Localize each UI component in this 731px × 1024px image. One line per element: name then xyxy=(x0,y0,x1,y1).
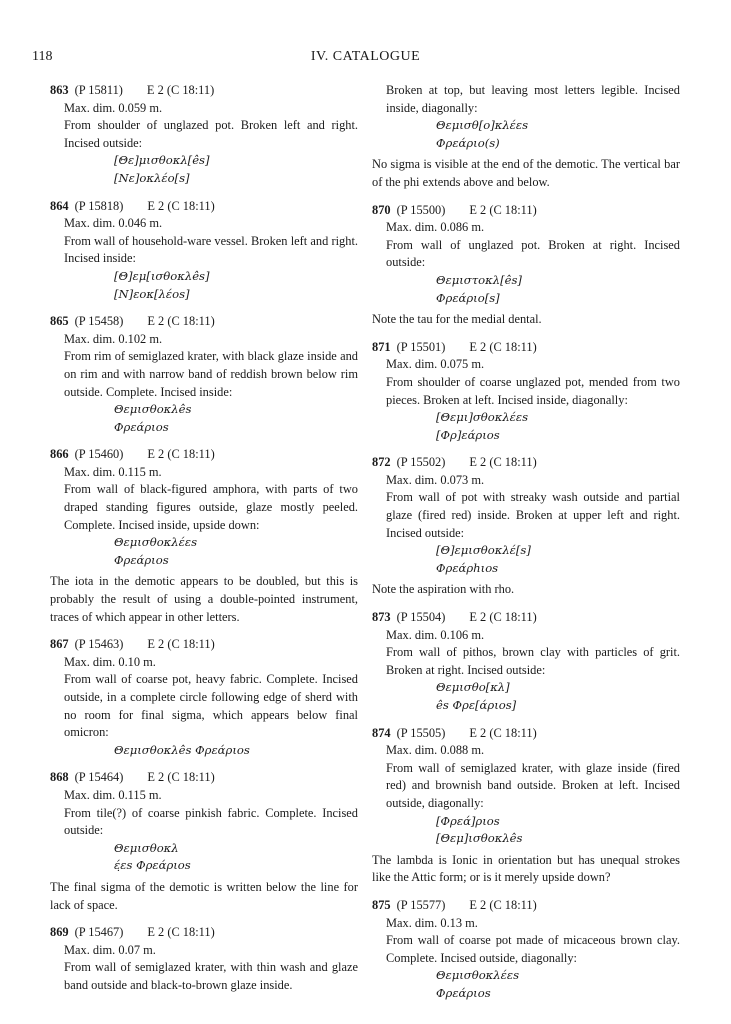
catalogue-entry xyxy=(372,897,680,1003)
greek-inscription-line: ês Φρε[άριοs] xyxy=(436,698,517,712)
entry-number: 869 xyxy=(50,925,69,940)
max-dimension: Max. dim. 0.13 m. xyxy=(386,915,478,930)
entry-number: 871 xyxy=(372,339,391,354)
inventory-number: (P 15818) xyxy=(74,198,124,213)
max-dimension: Max. dim. 0.106 m. xyxy=(386,627,485,642)
deposit-context: E 2 (C 18:11) xyxy=(469,202,537,217)
entry-number: 866 xyxy=(50,447,69,462)
page-number: 118 xyxy=(32,49,53,64)
right-column xyxy=(372,82,680,1013)
entry-note: No sigma is visible at the end of the demotic. The vertical bar of the phi extends above and below. xyxy=(372,157,680,189)
deposit-context: E 2 (C 18:11) xyxy=(147,447,215,462)
catalogue-entry xyxy=(50,924,358,994)
inventory-number: (P 15501) xyxy=(396,339,446,354)
entry-heading xyxy=(50,924,358,942)
greek-line: Φρεάριο(s) xyxy=(436,135,500,150)
greek-inscription-line: Φρεάριοs xyxy=(436,985,491,1000)
max-dimension: Max. dim. 0.102 m. xyxy=(64,331,163,346)
entry-heading xyxy=(372,339,680,357)
entry-heading xyxy=(50,82,358,100)
entry-heading xyxy=(372,609,680,627)
greek-inscription-line: Θεμισθο[κλ] xyxy=(436,680,510,695)
greek-inscription-line: Θεμισθοκλ xyxy=(114,840,179,855)
deposit-context: E 2 (C 18:11) xyxy=(147,637,215,652)
entry-heading xyxy=(50,313,358,331)
greek-inscription-line: Θεμισθοκλέεs xyxy=(114,535,198,550)
entry-description: From wall of unglazed pot. Broken at right. Incised outside: xyxy=(386,237,680,270)
right-entries xyxy=(372,202,680,1003)
greek-inscription-line: [Φρ]εάριοs xyxy=(436,427,500,442)
max-dimension: Max. dim. 0.073 m. xyxy=(386,472,485,487)
greek-inscription-line: Φρεάριοs xyxy=(114,419,169,434)
entry-number: 863 xyxy=(50,83,69,97)
entry-note: The final sigma of the demotic is written below the line for lack of space. xyxy=(50,879,358,912)
max-dimension: Max. dim. 0.086 m. xyxy=(386,220,485,235)
inventory-number: (P 15577) xyxy=(396,897,446,912)
max-dimension: Max. dim. 0.059 m. xyxy=(64,100,163,115)
max-dimension: Max. dim. 0.115 m. xyxy=(64,787,162,802)
greek-inscription-line: έ̣εs Φρεάριοs xyxy=(114,858,191,873)
entry-heading xyxy=(50,636,358,654)
max-dimension: Max. dim. 0.075 m. xyxy=(386,357,485,372)
greek-inscription-line: [Θεμι]σθοκλέεs xyxy=(436,410,529,425)
entry-note: The lambda is Ionic in orientation but has unequal strokes like the Attic form; or is it merely upside down? xyxy=(372,852,680,885)
deposit-context: E 2 (C 18:11) xyxy=(146,83,215,97)
catalogue-entry xyxy=(50,82,358,188)
inventory-number: (P 15464) xyxy=(74,770,124,785)
inventory-number: (P 15467) xyxy=(74,925,124,940)
entry-heading xyxy=(50,198,358,216)
entry-note: Note the tau for the medial dental. xyxy=(372,312,542,327)
deposit-context: E 2 (C 18:11) xyxy=(469,725,537,740)
inventory-number: (P 15460) xyxy=(74,447,124,462)
entry-number: 874 xyxy=(372,725,391,740)
greek-inscription-line: Θεμιστοκλ[ês] xyxy=(436,272,522,287)
max-dimension: Max. dim. 0.10 m. xyxy=(64,654,156,669)
entry-description: From wall of black-figured amphora, with parts of two draped standing figures outside, glaze mostly peeled. Complete. Incised inside, upside down: xyxy=(64,482,358,532)
inventory-number: (P 15505) xyxy=(396,725,446,740)
inventory-number: (P 15463) xyxy=(74,637,124,652)
deposit-context: E 2 (C 18:11) xyxy=(147,770,215,785)
greek-inscription-line: Θεμισθοκλέεs xyxy=(436,968,520,983)
deposit-context: E 2 (C 18:11) xyxy=(469,610,537,625)
entry-description: From wall of semiglazed krater, with glaze inside (fired red) and brownish band outside. Broken at left. Incised outside, diagonally: xyxy=(386,760,680,810)
entry-heading xyxy=(50,769,358,787)
catalogue-entry xyxy=(50,198,358,304)
entry-description: From wall of pot with streaky wash outside and partial glaze (fired red) inside. Broken at upper left and right. Incised outside: xyxy=(386,490,680,540)
catalogue-entry xyxy=(372,339,680,445)
entry-number: 873 xyxy=(372,610,391,625)
entry-heading xyxy=(372,454,680,472)
page-header xyxy=(32,49,699,69)
greek-inscription-line: [Νε]οκλέο[s] xyxy=(114,170,190,185)
inventory-number: (P 15504) xyxy=(396,610,446,625)
entry-number: 875 xyxy=(372,897,391,912)
deposit-context: E 2 (C 18:11) xyxy=(469,339,537,354)
entry-note: The iota in the demotic appears to be doubled, but this is probably the result of using a double-pointed instrument, traces of which appear in other letters. xyxy=(50,574,358,624)
entry-description: From wall of semiglazed krater, with thin wash and glaze band outside and black-to-brown glaze inside. xyxy=(64,960,358,992)
left-column xyxy=(50,82,358,1005)
greek-inscription-line: [Ν]εοκ[λέοs] xyxy=(114,286,190,301)
deposit-context: E 2 (C 18:11) xyxy=(469,897,537,912)
greek-inscription-line: [Θε]μισθοκλ[ês] xyxy=(114,153,210,168)
greek-inscription-line: Θεμισθοκλês Φρεάριοs xyxy=(114,742,250,757)
catalogue-entry xyxy=(372,609,680,715)
catalogue-entry xyxy=(372,725,680,887)
running-head: IV. CATALOGUE xyxy=(310,49,421,64)
max-dimension: Max. dim. 0.088 m. xyxy=(386,743,485,758)
entry-description: From tile(?) of coarse pinkish fabric. Complete. Incised outside: xyxy=(64,805,358,838)
entry-description: From wall of coarse pot made of micaceous brown clay. Complete. Incised outside, diagonally: xyxy=(386,933,680,965)
entry-number: 872 xyxy=(372,455,391,470)
continuation-text: Broken at top, but leaving most letters legible. Incised inside, diagonally: xyxy=(386,83,680,115)
entry-heading xyxy=(372,897,680,915)
greek-inscription-line: Θεμισθοκλês xyxy=(114,402,192,417)
entry-heading xyxy=(372,725,680,743)
catalogue-entry xyxy=(50,636,358,759)
greek-inscription-line: Φρεάριο[s] xyxy=(436,290,500,305)
catalogue-entry xyxy=(372,454,680,599)
catalogue-entry xyxy=(50,446,358,626)
entry-description: From wall of coarse pot, heavy fabric. Complete. Incised outside, in a complete circle following edge of sherd with no room for final sigma, which appears below final omicron: xyxy=(64,672,358,740)
deposit-context: E 2 (C 18:11) xyxy=(147,314,215,329)
max-dimension: Max. dim. 0.046 m. xyxy=(64,216,163,231)
greek-inscription-line: [Θεμ]ισθοκλês xyxy=(436,831,523,846)
entry-note: Note the aspiration with rho. xyxy=(372,582,515,597)
entry-description: From wall of pithos, brown clay with particles of grit. Broken at right. Incised outside: xyxy=(386,645,680,677)
catalogue-entry xyxy=(372,202,680,329)
entry-number: 865 xyxy=(50,314,69,329)
inventory-number: (P 15500) xyxy=(396,202,446,217)
entry-description: From shoulder of coarse unglazed pot, mended from two pieces. Broken at left. Incised inside, diagonally: xyxy=(386,374,680,407)
entry-number: 864 xyxy=(50,198,69,213)
entry-number: 868 xyxy=(50,770,69,785)
deposit-context: E 2 (C 18:11) xyxy=(469,455,537,470)
greek-inscription-line: [Θ]εμ[ισθοκλês] xyxy=(114,268,210,283)
catalogue-entry xyxy=(50,313,358,436)
inventory-number: (P 15811) xyxy=(74,83,123,97)
greek-inscription-line: Φρεάρhιοs xyxy=(436,560,499,575)
max-dimension: Max. dim. 0.07 m. xyxy=(64,942,156,957)
entry-number: 867 xyxy=(50,637,69,652)
entry-heading xyxy=(372,202,680,220)
deposit-context: E 2 (C 18:11) xyxy=(147,925,215,940)
entry-number: 870 xyxy=(372,202,391,217)
entry-description: From rim of semiglazed krater, with black glaze inside and on rim and with narrow band of reddish brown below rim outside. Complete. Incised inside: xyxy=(64,349,358,399)
inventory-number: (P 15458) xyxy=(74,314,124,329)
inventory-number: (P 15502) xyxy=(396,455,446,470)
greek-line: Θεμισθ[ο]κλέεs xyxy=(436,118,529,133)
deposit-context: E 2 (C 18:11) xyxy=(147,198,215,213)
catalogue-entry xyxy=(50,769,358,914)
max-dimension: Max. dim. 0.115 m. xyxy=(64,464,162,479)
entry-heading xyxy=(50,446,358,464)
greek-inscription-line: Φρεάριοs xyxy=(114,552,169,567)
greek-inscription-line: [Φρεά]ριοs xyxy=(436,813,500,828)
greek-inscription-line: [Θ]εμισθοκλέ[s] xyxy=(436,543,531,558)
entry-description: From shoulder of unglazed pot. Broken left and right. Incised outside: xyxy=(64,118,358,150)
entry-description: From wall of household-ware vessel. Broken left and right. Incised inside: xyxy=(64,233,358,266)
